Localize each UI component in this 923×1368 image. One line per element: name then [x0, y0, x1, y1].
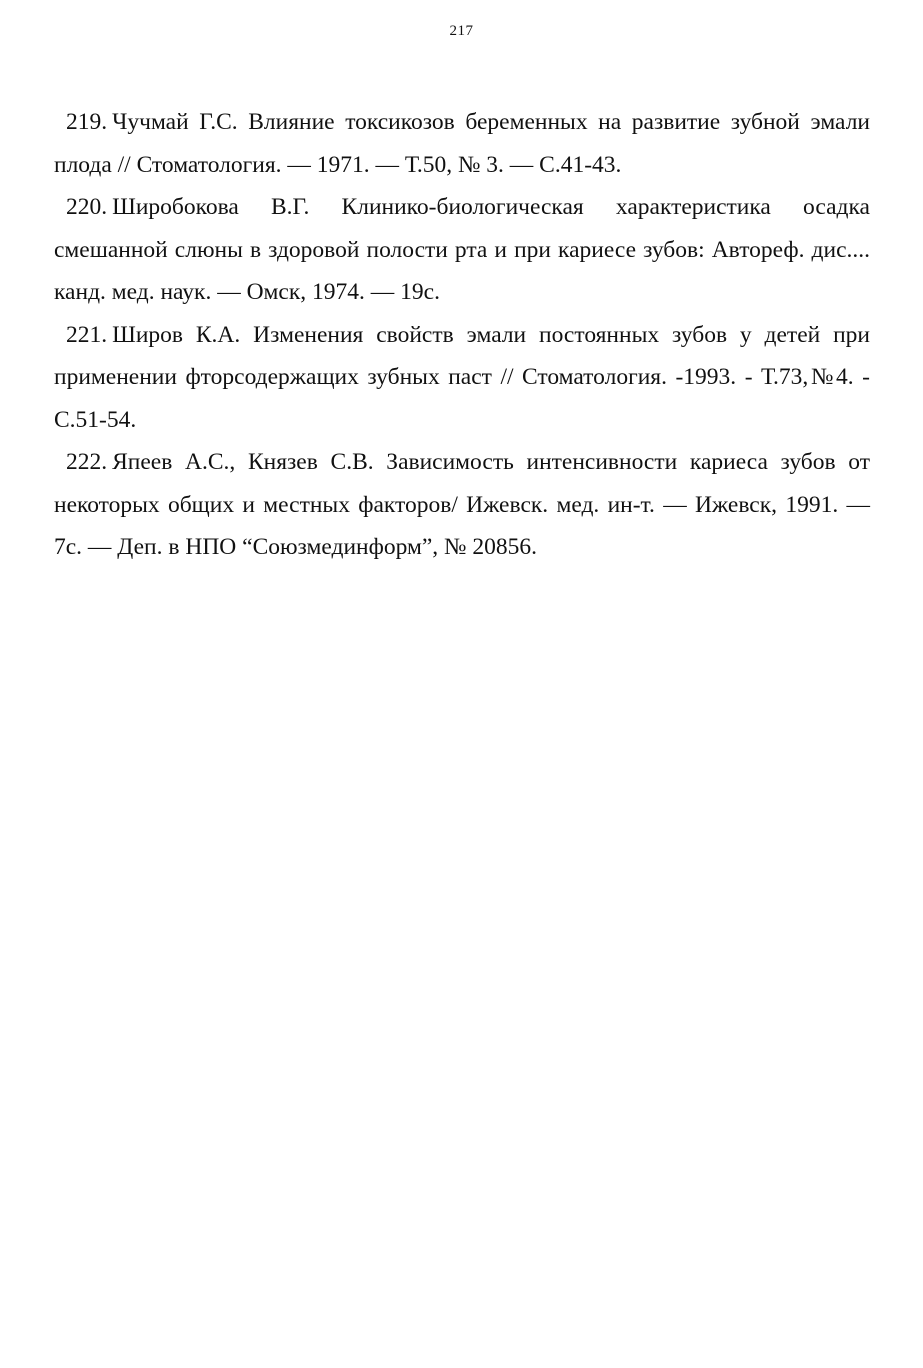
reference-list: [54, 101, 870, 569]
reference-text: Чучмай Г.С. Влияние токсикозов беременных на развитие зубной эмали плода // Стоматология. — 1971. — Т.50, № 3. — С.41-43.: [54, 109, 870, 178]
reference-number: 221.: [66, 321, 108, 348]
reference-item: [54, 101, 870, 186]
reference-text: Широв К.А. Изменения свойств эмали постоянных зубов у детей при применении фторсодержащих зубных паст // Стоматология. -1993. - Т.73,№4. - С.51-54.: [54, 321, 870, 433]
reference-number: 219.: [66, 109, 108, 135]
reference-number: 220.: [66, 194, 108, 220]
reference-item: [54, 441, 870, 569]
reference-item: [54, 186, 870, 314]
page-number: 217: [449, 23, 474, 39]
reference-text: Широбокова В.Г. Клинико-биологическая характеристика осадка смешанной слюны в здоровой полости рта и при кариесе зубов: Автореф. дис.... канд. мед. наук. — Омск, 1974. — 19с.: [54, 194, 870, 305]
reference-text: Япеев А.С., Князев С.В. Зависимость интенсивности кариеса зубов от некоторых общих и местных факторов/ Ижевск. мед. ин-т. — Ижевск, 1991. — 7с. — Деп. в НПО “Союзмединформ”, № 20856.: [54, 449, 870, 560]
reference-number: 222.: [66, 449, 108, 475]
reference-item: [54, 314, 870, 442]
